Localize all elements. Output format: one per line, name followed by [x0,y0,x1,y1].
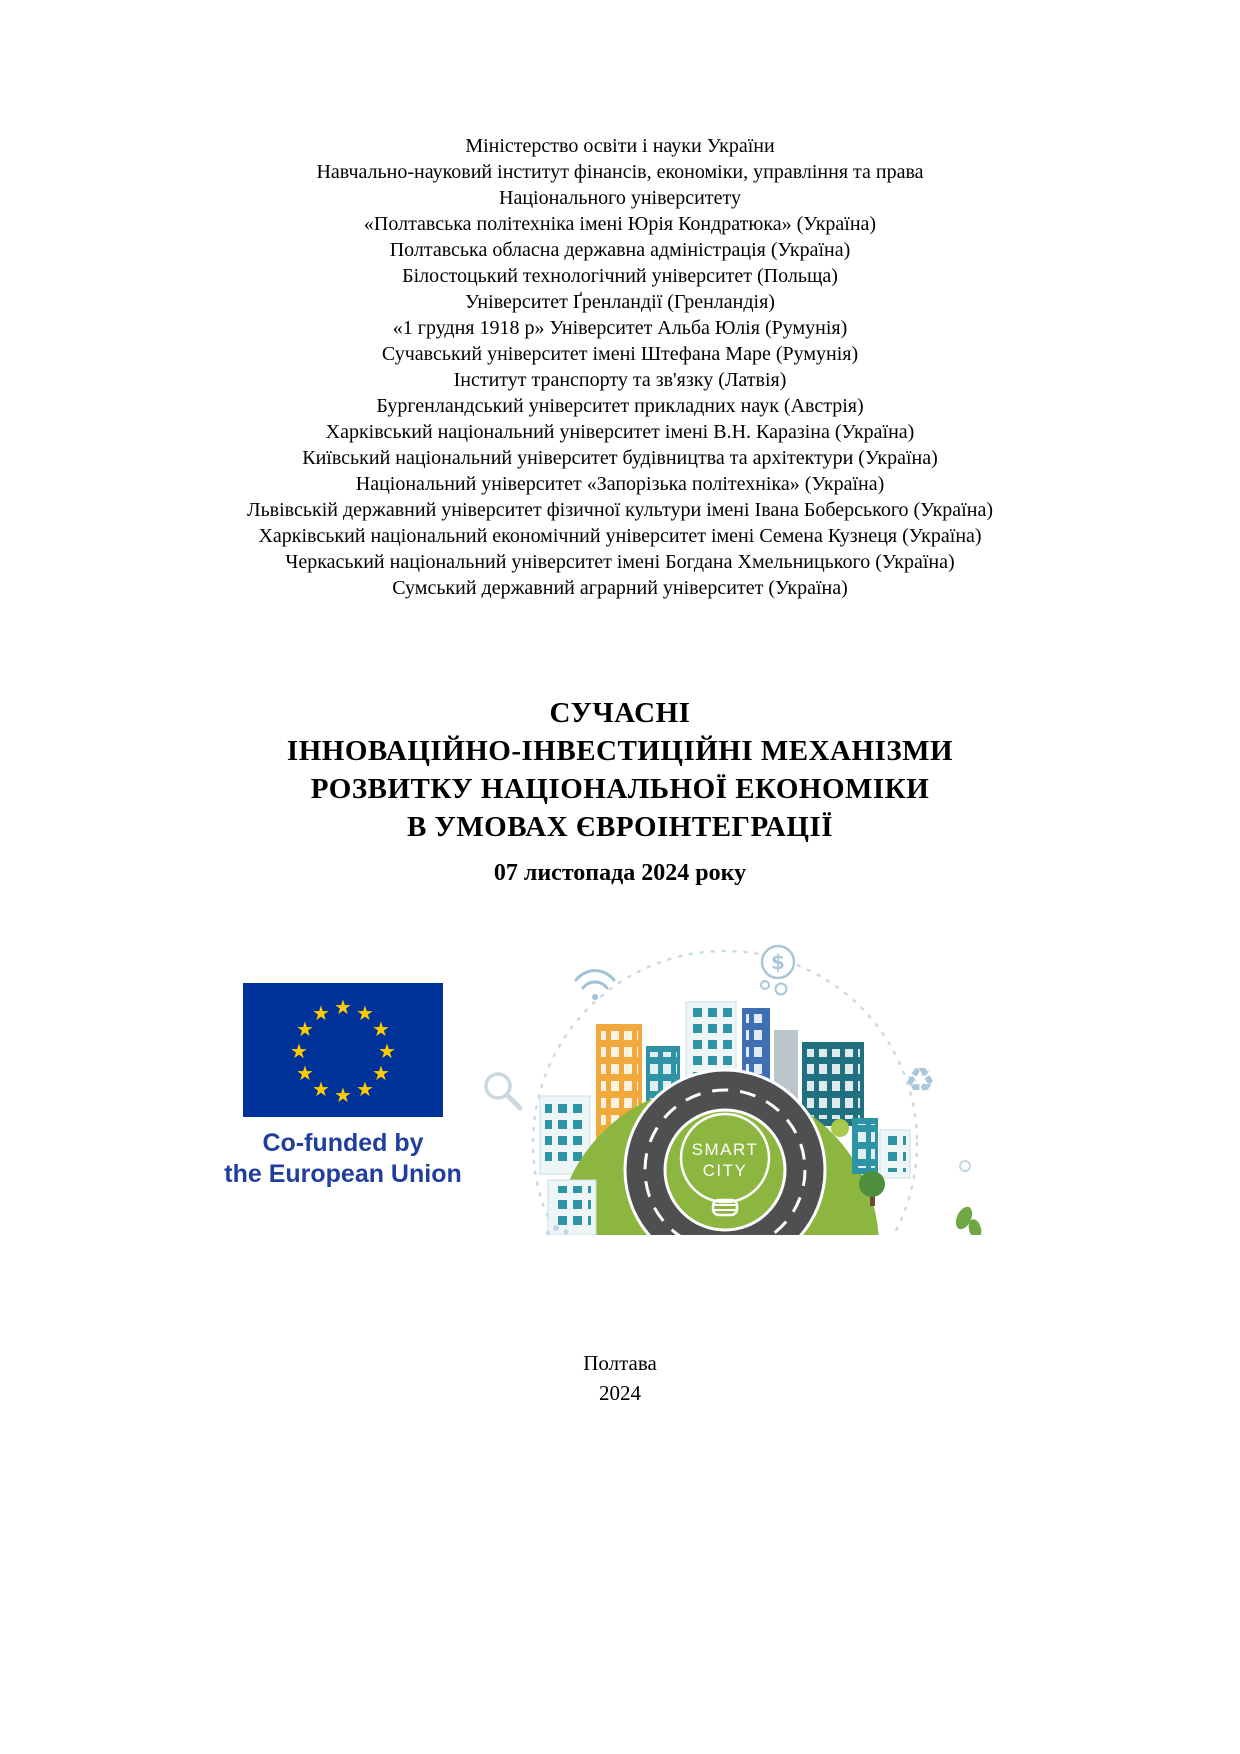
recycle-icon: ♻ [904,1061,936,1101]
eu-star-icon: ★ [296,1017,314,1041]
title-line: РОЗВИТКУ НАЦІОНАЛЬНОЇ ЕКОНОМІКИ [310,773,930,805]
city-buildings-right [852,1118,910,1178]
smart-city-label-line2: CITY [702,1161,748,1180]
conference-date: 07 листопада 2024 року [493,860,747,886]
title-line: ІННОВАЦІЙНО-ІНВЕСТИЦІЙНІ МЕХАНІЗМИ [286,735,954,767]
conference-title [0,694,1240,846]
organization-line: Інститут транспорту та зв'язку (Латвія) [453,369,787,391]
imprint-year: 2024 [599,1381,641,1405]
organization-line: Полтавська обласна державна адміністрація (Україна) [389,239,851,261]
organization-line: Університет Ґренландії (Гренландія) [465,291,775,313]
organization-line: Національного університету [499,187,741,209]
organization-line: Львівській державний університет фізичної культури імені Івана Боберського (Україна) [247,499,993,521]
eu-star-icon: ★ [296,1061,314,1085]
title-line: В УМОВАХ ЄВРОІНТЕГРАЦІЇ [406,811,834,843]
imprint-city: Полтава [583,1351,657,1375]
eu-caption-line: Co-funded by [262,1129,424,1157]
smart-city-label-line1: SMART [691,1140,759,1159]
organization-line: Національний університет «Запорізька політехніка» (Україна) [355,473,885,495]
organization-line: Міністерство освіти і науки України [465,135,775,157]
organization-line: Бургенландський університет прикладних наук (Австрія) [376,395,864,417]
eu-star-icon: ★ [356,1077,374,1101]
title-line: СУЧАСНІ [549,697,691,729]
svg-text:$: $ [771,950,785,974]
organization-line: «Полтавська політехніка імені Юрія Кондратюка» (Україна) [363,213,877,235]
eu-caption-line: the European Union [224,1160,462,1188]
wifi-icon [576,971,614,1000]
organization-line: Черкаський національний університет імені Богдана Хмельницького (Україна) [285,551,955,573]
eu-star-icon: ★ [378,1039,396,1063]
organization-line: «1 грудня 1918 р» Університет Альба Юлія (Румунія) [392,317,848,339]
eu-star-icon: ★ [312,1001,330,1025]
magnifier-icon [486,1074,520,1108]
organization-line: Київський національний університет будівництва та архітектури (Україна) [302,447,938,469]
organization-line: Харківський національний економічний університет імені Семена Кузнеця (Україна) [258,525,982,547]
leaf-decoration [953,1204,984,1235]
eu-star-icon: ★ [290,1039,308,1063]
organizations-list [50,133,1190,601]
eu-funding-caption [193,1128,493,1190]
dollar-icon [761,946,794,995]
eu-star-icon: ★ [334,1083,352,1107]
organization-line: Сучавський університет імені Штефана Маре (Румунія) [381,343,859,365]
organization-line: Сумський державний аграрний університет (Україна) [392,577,848,599]
eu-star-icon: ★ [372,1017,390,1041]
smart-city-illustration [468,928,984,1235]
eu-star-icon: ★ [356,1001,374,1025]
organization-line: Білостоцький технологічний університет (Польща) [402,265,838,287]
eu-flag [243,983,443,1117]
organization-line: Харківський національний університет імені В.Н. Каразіна (Україна) [325,421,915,443]
eu-star-icon: ★ [312,1077,330,1101]
dot-decoration [960,1161,970,1171]
eu-star-icon: ★ [334,995,352,1019]
imprint [0,1348,1240,1408]
organization-line: Навчально-науковий інститут фінансів, економіки, управління та права [316,161,924,183]
eu-star-icon: ★ [372,1061,390,1085]
